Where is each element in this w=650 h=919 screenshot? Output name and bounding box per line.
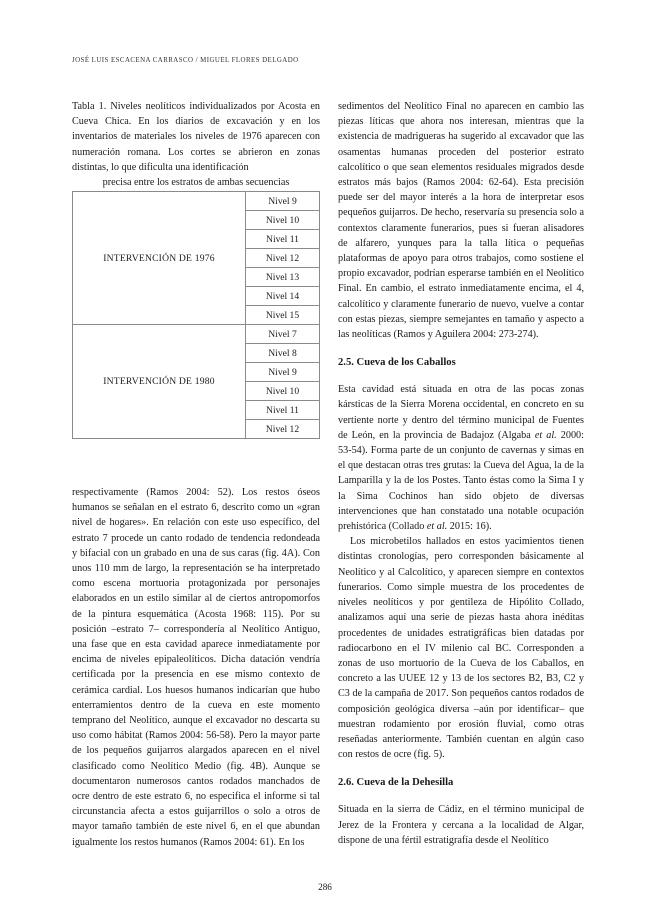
level-cell: Nivel 10 — [246, 382, 320, 401]
body-paragraph: respectivamente (Ramos 2004: 52). Los restos óseos humanos se señalan en el estrato 6, descrito como un «gran nivel de hogares». En relación con este uso específico, del estrato 7 procede un canto rodado de tendencia redondeada y bifacial con un grabado en una de sus caras (fig. 4A). Con unos 110 mm de largo, la representación se ha interpretado como escena mortuoria protagonizada por personajes elaborados en un estilo similar al de ciertos antropomorfos de la pintura esquemática (Acosta 1968: 115). Por su posición –estrato 7– correspondería al Neolítico Antiguo, una fase que en esta cavidad aparece inmediatamente por encima de niveles epipaleolíticos. Dicha datación vendría certificada por la presencia en ese mismo contexto de cerámica cardial. Los huesos humanos indicarían que hubo enterramientos dentro de la cueva en este momento temprano del Neolítico, aunque el excavador no descarta su uso como hábitat (Ramos 2004: 56-58). Pero la mayor parte de los pequeños guijarros alargados aparecen en el nivel clasificado como Neolítico Medio (fig. 4B). Aunque se documentaron numerosos cantos rodados manchados de ocre dentro de este estrato 6, no especifica el informe si tal circunstancia afecta a estos guijarrillos o solo a otros de mayor tamaño también de este nivel 6, en el que abundan igualmente los restos humanos (Ramos 2004: 61). En los — [72, 487, 320, 848]
left-column-body — [72, 485, 320, 850]
level-cell: Nivel 12 — [246, 249, 320, 268]
section-heading-2-6: 2.6. Cueva de la Dehesilla — [338, 777, 454, 789]
level-cell: Nivel 13 — [246, 268, 320, 287]
table-caption — [72, 99, 320, 190]
body-paragraph: sedimentos del Neolítico Final no aparecen en cambio las piezas líticas que ahora nos interesan, mientras que la existencia de madrigueras ha sugerido al excavador que las osamentas humanas proceden del posterior estrato calcolítico o que sean elementos residuales migrados desde estratos más bajos (Ramos 2004: 62-64). Esta precisión puede ser del mayor interés a la hora de interpretar esos pequeños guijarros. De hecho, reservaría su presencia solo a contextos claramente funerarios, pues si fueran alisadores de alfarero, yunques para la talla lítica o pequeñas plataformas de apoyo para otros trabajos, como sostiene el propio excavador, podrían esperarse también en el Neolítico Final. En cambio, el estrato inmediatamente encima, el 4, calcolítico y claramente funerario de nuevo, vuelve a contar con estas piezas, siempre semejantes en tamaño y aspecto a las neolíticas (Ramos y Aguilera 2004: 273-274). — [338, 101, 584, 341]
right-column-body — [338, 99, 584, 848]
level-cell: Nivel 10 — [246, 211, 320, 230]
level-cell: Nivel 11 — [246, 401, 320, 420]
group-1976-label: INTERVENCIÓN DE 1976 — [73, 192, 246, 325]
level-cell: Nivel 15 — [246, 306, 320, 325]
level-cell: Nivel 9 — [246, 363, 320, 382]
level-cell: Nivel 11 — [246, 230, 320, 249]
level-cell: Nivel 12 — [246, 420, 320, 439]
body-paragraph: Situada en la sierra de Cádiz, en el término municipal de Jerez de la Frontera y cercana a la localidad de Algar, dispone de una fértil estratigrafía desde el Neolítico — [338, 804, 584, 846]
section-heading-2-5: 2.5. Cueva de los Caballos — [338, 357, 456, 369]
group-1980-label: INTERVENCIÓN DE 1980 — [73, 325, 246, 439]
caption-last-line: precisa entre los estratos de ambas secuencias — [102, 177, 290, 189]
level-cell: Nivel 8 — [246, 344, 320, 363]
level-cell: Nivel 7 — [246, 325, 320, 344]
caption-text: Tabla 1. Niveles neolíticos individualizados por Acosta en Cueva Chica. En los diarios de excavación y en los inventarios de materiales los niveles de 1976 aparecen con numeración romana. Los cortes se abrieron en zonas distintas, lo que dificulta una identificación — [72, 101, 320, 173]
level-cell: Nivel 9 — [246, 192, 320, 211]
levels-table — [72, 191, 320, 439]
body-paragraph: Los microbetilos hallados en estos yacimientos tienen distintas cronologías, pero corresponden básicamente al Neolítico y al Calcolítico, y aparecen siempre en contextos funerarios. Como simple muestra de los procedentes de niveles neolíticos y por gentileza de Hipólito Collado, analizamos aquí una serie de piezas hasta ahora inéditas procedentes de unidades estratigráficas bien datadas por radiocarbono en el IV milenio cal BC. Corresponden a zonas de uso mortuorio de la Cueva de los Caballos, en concreto a las UUEE 12 y 13 de los sectores B2, B3, C2 y C3 de la campaña de 2017. Son pequeños cantos rodados de composición geológica diversa –aún por identificar– que muestran rodamiento por erosión fluvial, como otras reseñadas anteriormente. También cuentan en algún caso con restos de ocre (fig. 5). — [338, 536, 584, 761]
running-header: JOSÉ LUIS ESCACENA CARRASCO / MIGUEL FLORES DELGADO — [72, 57, 299, 64]
body-paragraph: Esta cavidad está situada en otra de las pocas zonas kársticas de la Sierra Morena occidental, en concreto en su vertiente norte y dentro del término municipal de Fuentes de León, en la provincia de Badajoz (Algaba et al. 2000: 53-54). Forma parte de un conjunto de cavernas y simas en el que destacan otras tres grutas: la Cueva del Agua, la de la Lamparilla y la de los Postes. Tanto éstas como la Sima I y la Sima Cochinos han sido objeto de diversas intervenciones que han constatado una notable ocupación prehistórica (Collado et al. 2015: 16). — [338, 384, 584, 533]
page-number: 286 — [318, 882, 332, 892]
level-cell: Nivel 14 — [246, 287, 320, 306]
